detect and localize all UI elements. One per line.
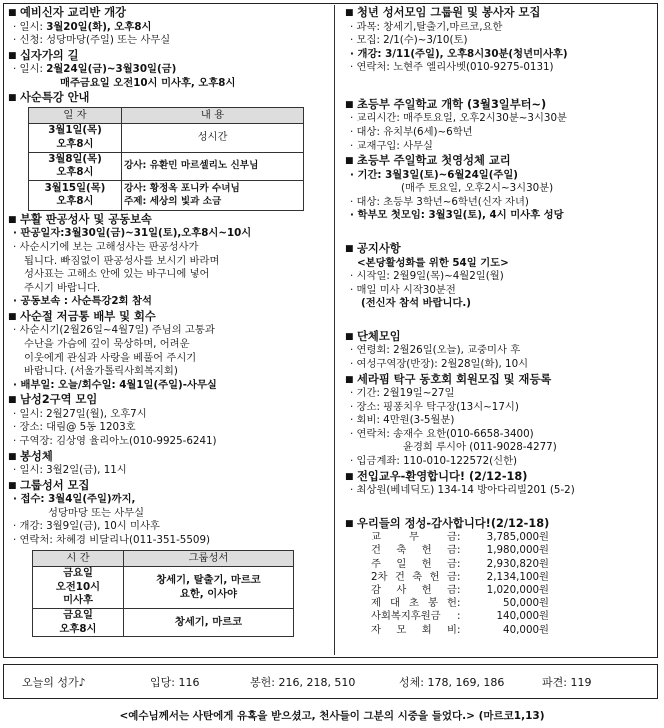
date-cell: 3월1일(목) <box>48 124 102 137</box>
info-line: 성사표는 고해소 안에 있는 바구니에 넣어 <box>24 268 210 281</box>
info-line: · 일시: 3월2일(금), 11시 <box>13 464 127 477</box>
notice-section <box>345 242 655 311</box>
offering-label-part: 모 <box>396 623 407 636</box>
offering-label-part: 축 <box>412 570 423 583</box>
hymn-label: 오늘의 성가♪ <box>22 675 86 689</box>
offering-amount: 140,000원 <box>496 610 549 623</box>
info-line: · 장소: 대림@ 5동 1203호 <box>13 421 136 434</box>
section-title: ■ 세라핌 탁구 동호회 회원모집 및 재등록 <box>345 373 655 388</box>
offering-amount: 40,000원 <box>503 623 549 636</box>
offering-label-part: 교 <box>371 531 381 544</box>
info-line: 주시기 바랍니다. <box>24 281 101 294</box>
colon: : <box>457 610 461 623</box>
column-header: 일 자 <box>29 107 122 124</box>
offering-label-part: 헌 <box>421 544 432 557</box>
column-header: 시 간 <box>33 550 124 567</box>
info-line: · 대상: 초등부 3학년~6학년(신자 자녀) <box>350 195 529 208</box>
info-line: · 구역장: 김상영 율리아노(010-9925-6241) <box>13 435 217 448</box>
lent-lecture-section <box>8 91 330 210</box>
offering-row <box>371 571 655 584</box>
time-cell: 오후8시 <box>56 138 94 151</box>
info-line: · 연락처: 노현주 엘리사벳(010-9275-0131) <box>350 61 554 74</box>
offering-label-part: 헌 <box>421 584 432 596</box>
offering-label-part: 사회복지후원금 <box>371 610 441 623</box>
bible-group-section <box>8 479 330 637</box>
offering-label <box>371 584 457 597</box>
offering-label-part: 제 <box>371 597 381 610</box>
offering-label-part: 비 <box>447 623 457 636</box>
info-line: · 최상원(베네딕도) 134-14 방아다리빌201 (5-2) <box>350 484 575 497</box>
time-cell: 오전10시 <box>55 580 101 593</box>
offering-label-part: 헌 <box>447 597 457 610</box>
time-cell: 오후8시 <box>56 195 94 208</box>
offering-amount: 2,930,820원 <box>486 557 549 570</box>
offering-label-part: 감 <box>371 584 381 596</box>
info-line: (매주 토요일, 오후2시~3시30분) <box>401 182 554 195</box>
offering-label <box>371 610 457 623</box>
info-line: · 연락처: 송재수 요한(010-6658-3400) <box>350 427 534 440</box>
offering-label-part: 봉 <box>428 597 438 610</box>
table-row <box>29 124 304 152</box>
content-cell: 주제: 세상의 빛과 소금 <box>124 196 222 208</box>
column-divider <box>334 5 335 655</box>
info-line: 됩니다. 빠짐없이 판공성사를 보시기 바라며 <box>24 254 220 267</box>
info-line: · 판공일자:3월30일(금)~31일(토),오후8시~10시 <box>13 227 252 240</box>
date-cell: 3월8일(목) <box>48 152 102 165</box>
offering-amount: 50,000원 <box>503 597 549 610</box>
offering-row <box>371 558 655 571</box>
offering-label-part: 건 <box>371 544 381 557</box>
info-line: · 대상: 유치부(6세)~6학년 <box>350 125 473 138</box>
section-title: ■ 예비신자 교리반 개강 <box>8 6 330 21</box>
info-line: 성당마당 또는 사무실 <box>48 506 145 519</box>
offering-label-part: 초 <box>409 597 419 610</box>
confession-section <box>8 213 330 309</box>
info-line: 윤경희 루시아 (011-9028-4277) <box>403 441 557 454</box>
communion-hymn: 성체: 178, 169, 186 <box>399 675 505 689</box>
info-line: · 연락처: 차혜경 비달리나(011-351-5509) <box>13 534 211 547</box>
offering-label <box>371 558 457 571</box>
info-line: · 개강: 3/11(주일), 오후8시30분(청년미사후) <box>350 47 568 60</box>
offering-row <box>371 624 655 637</box>
column-header: 내 용 <box>122 107 304 124</box>
content-cell: 창세기, 마르코 <box>174 615 243 628</box>
offering-amount: 1,980,000원 <box>486 544 549 557</box>
info-line: 수난을 가슴에 깊이 묵상하며, 어려운 <box>24 338 190 350</box>
table-row <box>33 609 294 637</box>
offering-row <box>371 531 655 544</box>
offering-row <box>371 610 655 623</box>
offering-label-part: 축 <box>396 544 407 557</box>
offering-label-part: 회 <box>421 623 432 636</box>
content-cell: 창세기, 탈출기, 마르코 <box>156 574 261 587</box>
info-line: 이웃에게 관심과 사랑을 베풀어 주시기 <box>24 351 197 364</box>
colon: : <box>457 544 461 557</box>
scripture-verse: <예수님께서는 사탄에게 유혹을 받으셨고, 천사들이 그분의 시중을 들었다.> (마르코1,13) <box>119 710 545 722</box>
colon: : <box>457 597 461 610</box>
content-cell: 강사: 유환민 마르셀리노 신부님 <box>124 160 259 172</box>
youth-bible-section <box>345 6 655 75</box>
info-line: (전신자 참석 바랍니다.) <box>361 297 472 310</box>
section-title: ■ 남성2구역 모임 <box>8 393 330 408</box>
section-title: ■ 사순절 저금통 배부 및 회수 <box>8 310 330 325</box>
offerings-list <box>371 531 655 637</box>
info-line: 매주금요일 오전10시 미사후, 오후8시 <box>60 76 236 89</box>
offering-amount: 3,785,000원 <box>486 531 549 544</box>
new-members-section <box>345 470 655 498</box>
section-title: ■ 전입교우-환영합니다! (2/12-18) <box>345 470 655 485</box>
table-row <box>33 567 294 609</box>
section-title: ■ 부활 판공성사 및 공동보속 <box>8 213 330 228</box>
date-cell: 3월15일(목) <box>44 181 106 194</box>
offering-label-part: 금 <box>447 531 457 544</box>
offering-label-part: 2차 <box>371 570 388 583</box>
lecture-table <box>28 107 304 211</box>
info-line: · 접수: 3월4일(주일)까지, <box>13 493 136 506</box>
section-title: ■ 사순특강 안내 <box>8 91 330 106</box>
offering-label <box>371 624 457 637</box>
entrance-hymn: 입당: 116 <box>150 675 200 689</box>
info-line: · 개강: 3월9일(금), 10시 미사후 <box>13 520 160 533</box>
offering-label-part: 금 <box>447 557 457 570</box>
time-cell: 금요일 <box>63 609 93 621</box>
info-line: · 시작일: 2월9일(목)~4월2일(월) <box>350 270 504 283</box>
catechumen-class-section <box>8 6 330 48</box>
info-line: · 매일 미사 시작30분전 <box>350 283 456 296</box>
column-header: 그룹성서 <box>124 550 294 567</box>
time-cell: 오후8시 <box>56 166 94 179</box>
colon: : <box>457 623 461 636</box>
info-line: · 여성구역장(반장): 2월28일(화), 10시 <box>350 358 529 370</box>
table-row <box>29 180 304 210</box>
time-cell: 오후8시 <box>59 622 97 635</box>
info-line: · 연령회: 2월26일(오늘), 교중미사 후 <box>350 344 521 357</box>
info-line: 바랍니다. (서울가톨릭사회복지회) <box>24 365 178 378</box>
content-cell: 요한, 이사야 <box>179 587 238 600</box>
content-cell: 성시간 <box>197 131 228 144</box>
offerings-section <box>345 517 655 637</box>
right-column <box>345 6 655 638</box>
info-line: · 기간: 3월3일(토)~6월24일(주일) <box>350 168 518 181</box>
section-title: ■ 초등부 주일학교 첫영성체 교리 <box>345 154 655 169</box>
info-line: · 입금계좌: 110-010-122572(신한) <box>350 455 518 468</box>
section-title: ■ 우리들의 정성-감사합니다!(2/12-18) <box>345 517 655 532</box>
info-line: · 교리시간: 매주토요일, 오후2시30분~3시30분 <box>350 112 567 125</box>
date-text: 2월24일(금)~3월30일(금) <box>46 63 177 76</box>
time-cell: 미사후 <box>63 594 93 607</box>
offering-row <box>371 584 655 597</box>
offering-label-part: 무 <box>409 531 419 544</box>
first-communion-section <box>345 154 655 223</box>
offering-label <box>371 544 457 557</box>
dismissal-hymn: 파견: 119 <box>542 675 592 689</box>
time-cell: 금요일 <box>63 567 93 580</box>
group-meeting-section <box>345 330 655 372</box>
offering-label-part: 사 <box>396 584 407 596</box>
date-text: 3월20일(화), 오후8시 <box>46 20 152 33</box>
sunday-school-section <box>345 98 655 153</box>
info-line: <본당활성화를 위한 54일 기도> <box>357 256 509 269</box>
colon: : <box>457 584 461 596</box>
info-line: · 회비: 4만원(3-5월분) <box>350 414 455 427</box>
info-line: · 일시: 2월27일(월), 오후7시 <box>13 407 147 420</box>
info-line: · 모집: 2/1(수)~3/10(토) <box>350 34 468 47</box>
offering-row <box>371 544 655 557</box>
offering-label-part: 금 <box>447 584 457 596</box>
stations-of-cross-section <box>8 49 330 91</box>
offertory-hymn: 봉헌: 216, 218, 510 <box>250 675 356 689</box>
table-tennis-section <box>345 373 655 469</box>
hymn-footer <box>3 664 658 699</box>
district-meeting-section <box>8 393 330 448</box>
offering-label-part: 주 <box>371 557 381 570</box>
left-column <box>8 6 330 638</box>
offering-amount: 1,020,000원 <box>486 584 549 596</box>
communion-visit-section <box>8 450 330 478</box>
info-line: · 장소: 핑퐁치우 탁구장(13시~17시) <box>350 400 519 413</box>
section-title: ■ 초등부 주일학교 개학 (3월3일부터~) <box>345 98 655 113</box>
info-line: · 과목: 창세기,탈출기,마르코,요한 <box>350 20 503 33</box>
label: · 일시: <box>13 63 47 76</box>
section-title: ■ 십자가의 길 <box>8 49 330 64</box>
info-line: · 학부모 첫모임: 3월3일(토), 4시 미사후 성당 <box>350 209 564 222</box>
table-row <box>29 152 304 180</box>
offering-label <box>371 531 457 544</box>
colon: : <box>457 570 461 583</box>
offering-amount: 2,134,100원 <box>486 570 549 583</box>
info-line: · 공동보속 : 사순특강2회 참석 <box>13 295 152 308</box>
info-line: · 배부일: 오늘/회수일: 4월1일(주일)-사무실 <box>13 378 217 391</box>
offering-row <box>371 597 655 610</box>
info-line: · 사순시기(2월26일~4월7일) 주님의 고통과 <box>13 324 215 337</box>
offering-label-part: 금 <box>447 544 457 557</box>
offering-label-part: 헌 <box>429 570 440 583</box>
offering-label <box>371 571 457 584</box>
bible-group-table <box>32 550 294 638</box>
label: · 일시: <box>13 20 47 33</box>
content-cell: 강사: 황정옥 포니카 수녀님 <box>124 182 240 194</box>
offering-label-part: 자 <box>371 623 381 636</box>
info-line: · 신청: 성당마당(주일) 또는 사무실 <box>13 34 171 47</box>
colon: : <box>457 531 461 544</box>
section-title: ■ 청년 성서모임 그룹원 및 봉사자 모집 <box>345 6 655 21</box>
lent-piggybank-section <box>8 310 330 392</box>
offering-label-part: 헌 <box>421 557 432 570</box>
offering-label <box>371 597 457 610</box>
section-title: ■ 단체모임 <box>345 330 655 345</box>
section-title: ■ 봉성체 <box>8 450 330 465</box>
offering-label-part: 금 <box>447 570 457 583</box>
section-title: ■ 공지사항 <box>345 242 655 257</box>
offering-label-part: 일 <box>396 557 407 570</box>
offering-label-part: 대 <box>390 597 400 610</box>
offering-label-part: 건 <box>394 570 405 583</box>
info-line: · 사순시기에 보는 고해성사는 판공성사가 <box>13 240 199 253</box>
info-line: · 교재구입: 사무실 <box>350 139 433 152</box>
section-title: ■ 그룹성서 모집 <box>8 479 330 494</box>
info-line: · 기간: 2월19일~27일 <box>350 387 455 400</box>
colon: : <box>457 557 461 570</box>
